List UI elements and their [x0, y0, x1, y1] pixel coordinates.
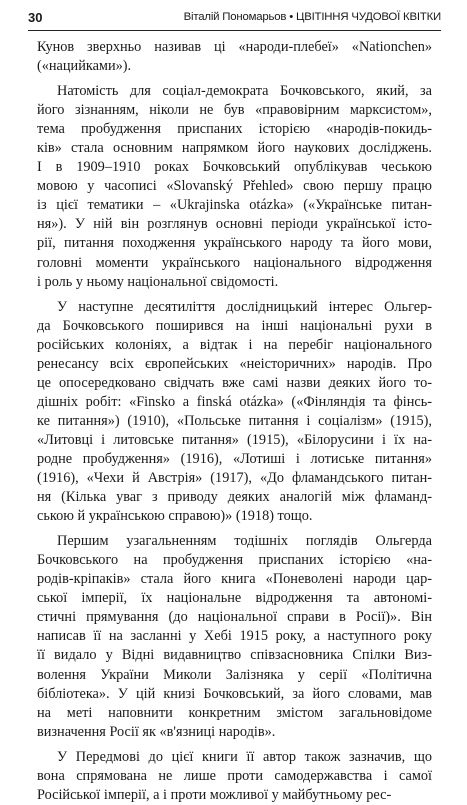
text-line: І в 1909–1910 роках Бочковський опублікував чеською [37, 159, 432, 176]
text-line: написав її на засланні у Хебі 1915 року, а наступного року [37, 628, 432, 645]
text-line: да Бочковського поширився на інші національні рухи в [37, 317, 432, 334]
text-line: родне пробудження» (1916), «Лотиші і лотиське питання» [37, 450, 432, 467]
text-line: стичні прямування (до національної справи в Росії)». Він [37, 609, 432, 626]
text-line: (1916), «Чехи й Австрія» (1917), «До фламандського питан- [37, 470, 432, 487]
text-line: бібліотека». У цій книзі Бочковський, за його словами, мав [37, 685, 432, 702]
text-line: із цієї тематики – «Ukrajinska otázka» («Українське питан- [37, 197, 432, 214]
text-line: ською й українською справою)» (1918) тощо. [37, 508, 313, 525]
text-line: російських колоніях, а відтак і на перебіг національного [37, 336, 432, 353]
paragraph [37, 532, 432, 742]
text-line: її видало у Відні видавництво співзасновника Спілки Виз- [37, 647, 432, 664]
page-number: 30 [28, 10, 43, 25]
paragraph [37, 38, 432, 76]
text-line: на меті наповнити конкретним змістом загальновідоме [37, 704, 432, 721]
text-line: Натомість для соціал-демократа Бочковського, який, за [57, 83, 432, 100]
text-line: і роль у ньому національної свідомості. [37, 273, 279, 290]
text-line: волення України Миколи Залізняка у серії «Політична [37, 666, 432, 683]
text-line: У Передмові до цієї книги її автор також зазначив, що [57, 748, 432, 765]
text-line: це опосередковано свідчать вже самі назви деяких його то- [37, 374, 432, 391]
text-line: вона спрямована не лише проти самодержавства і самої [37, 767, 432, 784]
paragraph [37, 298, 432, 527]
text-line: ської імперії, їх національне відродження та автономі- [37, 590, 432, 607]
text-line: тема пробудження приспаних історією «народів-покидь- [37, 121, 432, 138]
text-line: («нацийками»). [37, 58, 132, 75]
running-header [28, 8, 441, 31]
text-line: «Литовці і литовське питання» (1915), «Білорусини і їх на- [37, 431, 432, 448]
text-line: ків» стала основним напрямком його наукових досліджень. [37, 140, 432, 157]
text-line: головні моменти українського національного відродження [37, 254, 432, 271]
text-line: ке питання») (1910), «Польське питання і соціалізм» (1915), [37, 412, 432, 429]
paragraph [37, 82, 432, 292]
text-line: У наступне десятиліття дослідницький інтерес Ольгер- [57, 298, 432, 315]
text-line: Російської імперії, а і проти можливої у майбутньому рес- [37, 786, 392, 803]
text-line: ня»). У ній він розглянув основні періоди української істо- [37, 216, 432, 233]
text-line: мовою у часописі «Slovanský Přehled» свою першу працю [37, 178, 432, 195]
text-line: його зізнанням, ніколи не був «правовірним марксистом», [37, 102, 432, 119]
text-line: рії, питання походження українського народу та його мови, [37, 235, 432, 252]
text-line: визначення Росії як «в'язниці народів». [37, 723, 276, 740]
text-line: Бочковського на пробудження приспаних історією «на- [37, 552, 432, 569]
paragraph [37, 748, 432, 805]
text-line: ня (Кілька уваг з приводу деяких аналогій між фламанд- [37, 489, 432, 506]
text-line: Першим узагальненням тодішніх поглядів Ольгерда [57, 533, 432, 550]
text-line: ренесансу всіх європейських «неісторичних» народів. Про [37, 355, 432, 372]
text-line: дішніх робіт: «Finsko a finská otázka» («Фінляндія та фінсь- [37, 393, 432, 410]
text-line: родів-кріпаків» стала його книга «Поневолені народи цар- [37, 571, 432, 588]
text-line: Кунов зверхньо називав ці «народи-плебеї» «Nationchen» [37, 39, 432, 55]
running-title: Віталій Пономарьов • ЦВІТІННЯ ЧУДОВОЇ КВІТКИ [183, 11, 441, 23]
